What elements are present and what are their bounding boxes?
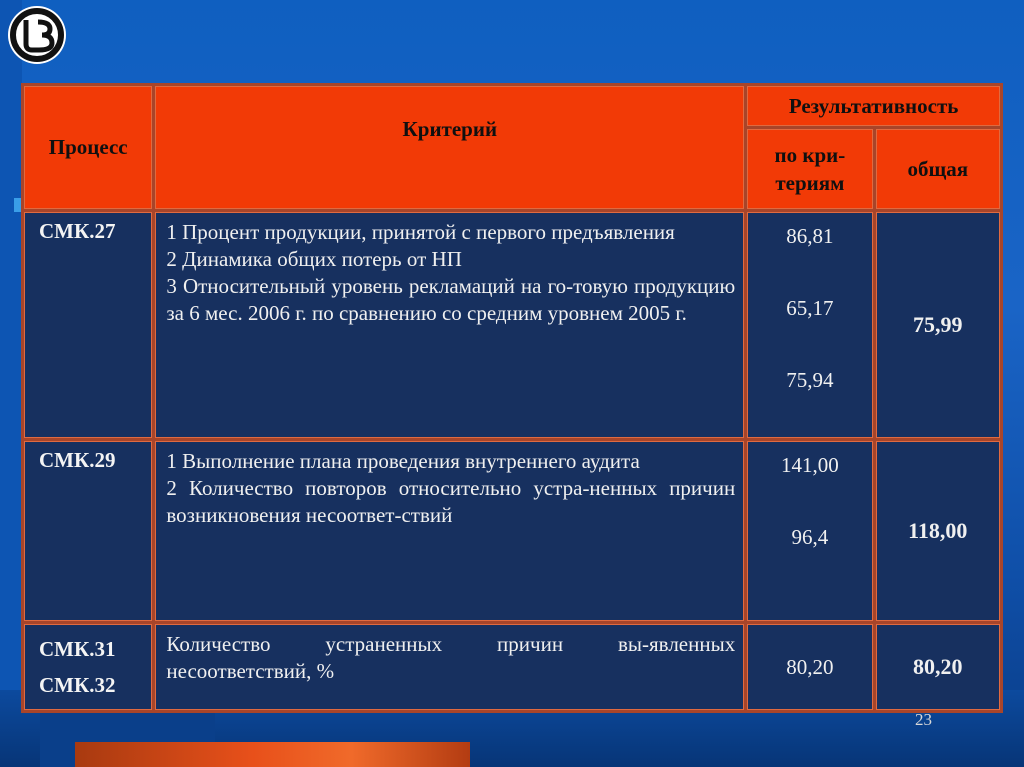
row-total: 75,99 bbox=[876, 212, 1000, 438]
criterion-item: 2 Динамика общих потерь от НП bbox=[166, 247, 462, 271]
row-process: СМК.27 bbox=[24, 212, 152, 438]
criterion-item: 1 Процент продукции, принятой с первого предъявления bbox=[166, 220, 675, 244]
criterion-value: 80,20 bbox=[786, 655, 834, 679]
header-effectiveness: Результативность bbox=[747, 86, 1000, 126]
effectiveness-table bbox=[21, 83, 1003, 713]
criterion-value: 141,00 bbox=[781, 453, 839, 477]
header-total: общая bbox=[876, 129, 1000, 209]
criterion-item: 3 Относительный уровень рекламаций на го-товую продукцию за 6 мес. 2006 г. по сравнению со средним уровнем 2005 г. bbox=[166, 274, 736, 325]
header-process: Процесс bbox=[24, 86, 152, 209]
row-values bbox=[747, 212, 872, 438]
row-values bbox=[747, 441, 872, 621]
company-logo-icon bbox=[6, 4, 68, 66]
decorative-red-bar bbox=[75, 742, 470, 767]
criterion-item: 2 Количество повторов относительно устра-ненных причин возникновения несоответ-ствий bbox=[166, 476, 736, 527]
criterion-value: 96,4 bbox=[791, 525, 829, 549]
criterion-item: Количество устраненных причин вы-явленных несоответствий, % bbox=[166, 632, 736, 683]
criterion-value: 75,94 bbox=[786, 368, 834, 392]
row-criteria bbox=[155, 212, 744, 438]
row-values bbox=[747, 624, 872, 710]
criterion-item: 1 Выполнение плана проведения внутреннего аудита bbox=[166, 449, 640, 473]
row-process: СМК.29 bbox=[24, 441, 152, 621]
slide-left-strip bbox=[0, 0, 22, 767]
row-process: СМК.31 СМК.32 bbox=[24, 624, 152, 710]
row-total: 80,20 bbox=[876, 624, 1000, 710]
header-by-criteria: по кри- териям bbox=[747, 129, 872, 209]
header-criterion: Критерий bbox=[155, 86, 744, 209]
criterion-value: 65,17 bbox=[786, 296, 834, 320]
row-total: 118,00 bbox=[876, 441, 1000, 621]
row-criteria bbox=[155, 441, 744, 621]
page-number: 23 bbox=[915, 710, 932, 729]
row-criteria bbox=[155, 624, 744, 710]
criterion-value: 86,81 bbox=[786, 224, 834, 248]
